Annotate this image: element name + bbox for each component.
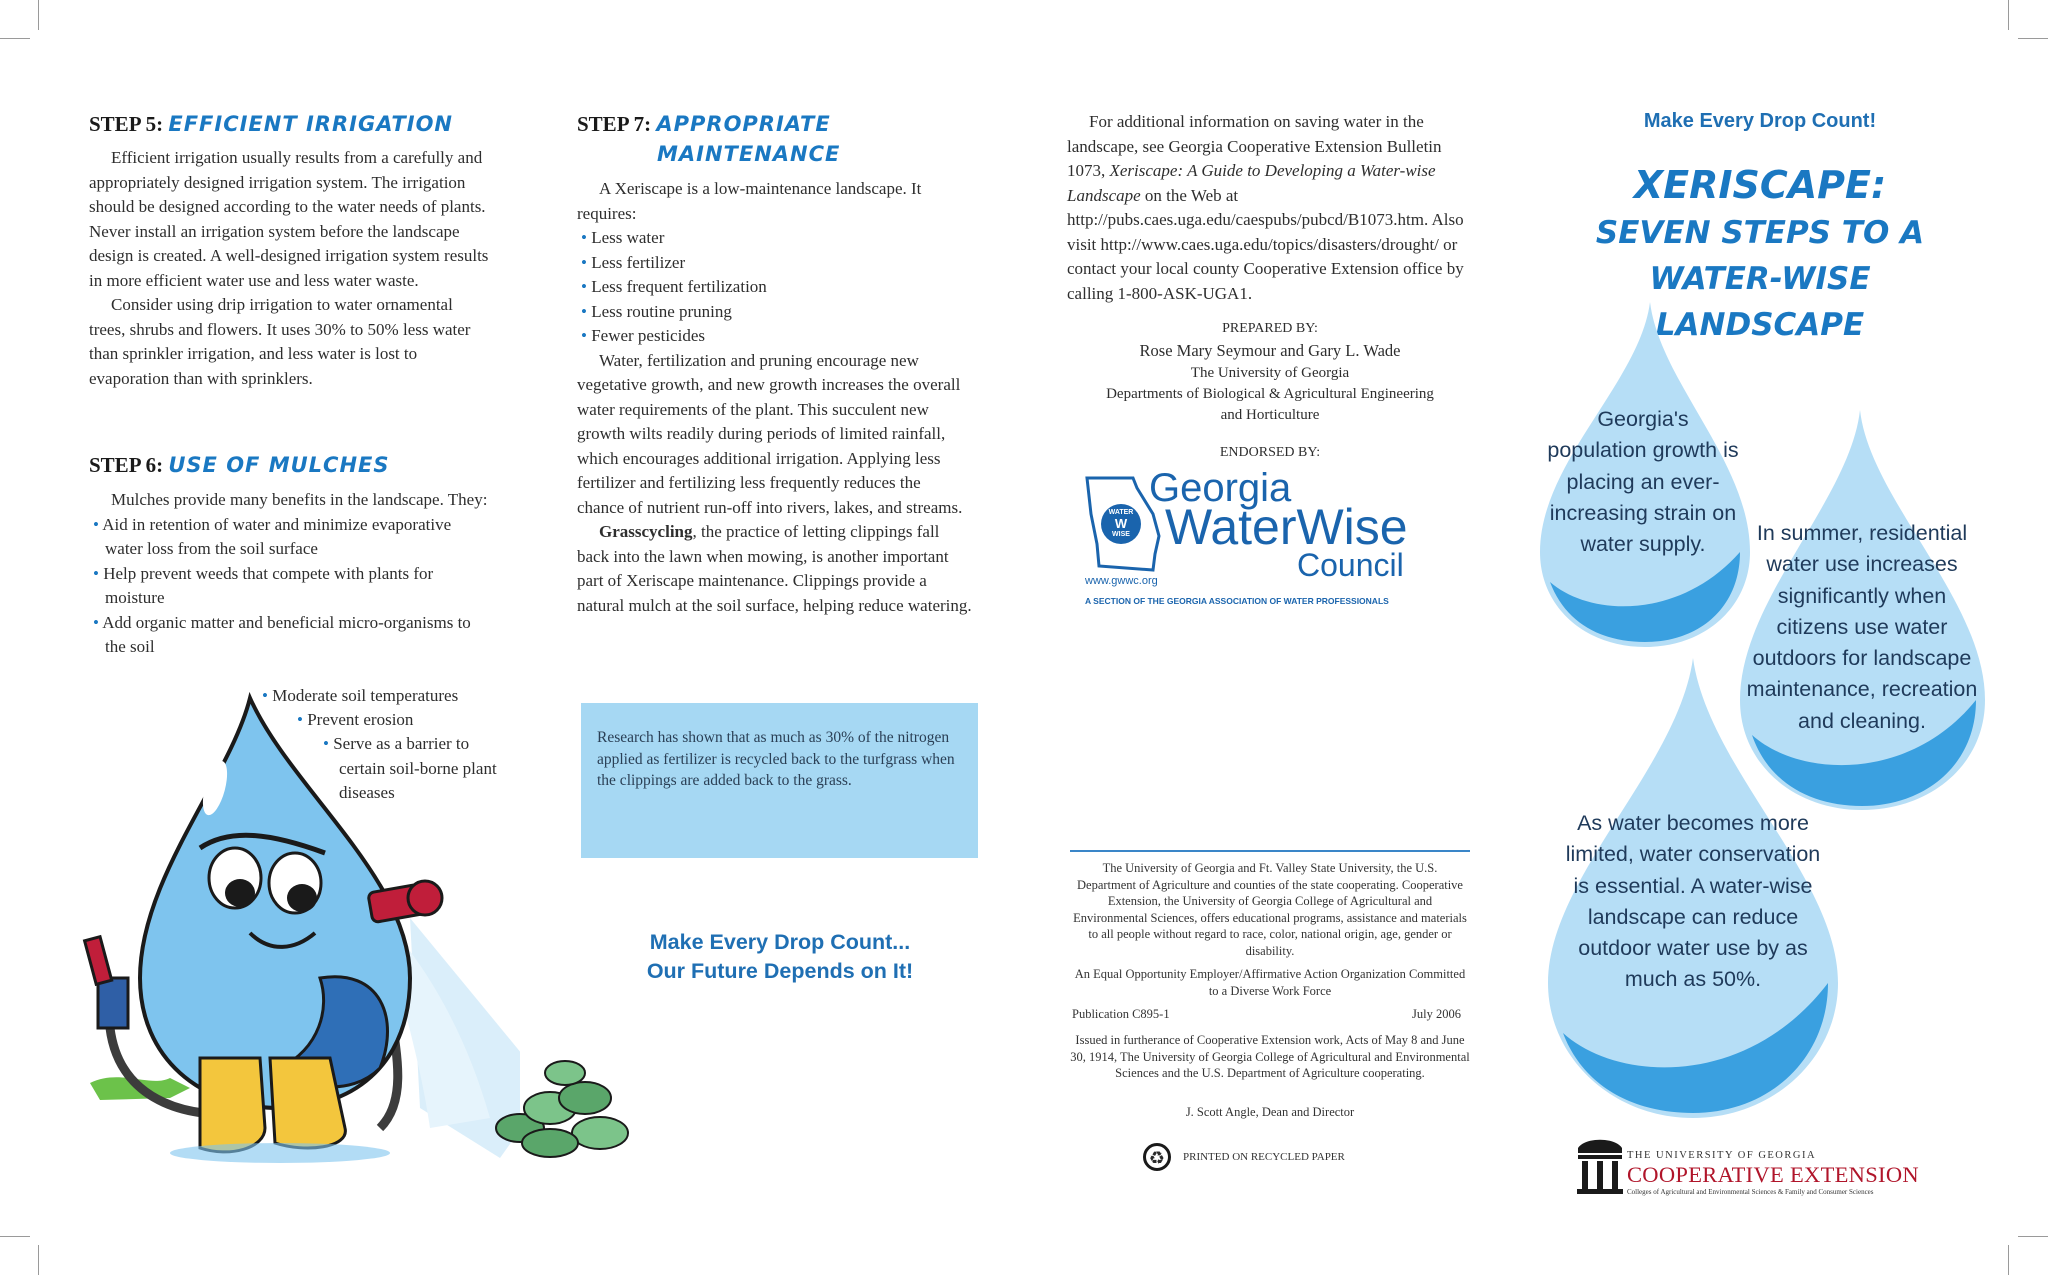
dean: J. Scott Angle, Dean and Director <box>1185 1105 1355 1119</box>
step5-title: EFFICIENT IRRIGATION <box>168 112 454 136</box>
crop-mark <box>2008 0 2009 30</box>
puddle <box>170 1143 390 1163</box>
endorsed-label: ENDORSED BY: <box>1219 445 1321 460</box>
logo-url: www.gwwc.org <box>1085 575 1158 587</box>
prepared-label: PREPARED BY: <box>1222 321 1318 336</box>
logo-waterwise: WaterWise <box>1165 499 1408 555</box>
list-item: • Serve as a barrier to certain soil-borne plant diseases <box>323 734 497 802</box>
drop-text: Georgia's population growth is placing an ever-increasing strain on water supply. <box>1547 407 1739 557</box>
list-item-text: Less fertilizer <box>591 252 686 272</box>
issued-statement: Issued in furtherance of Cooperative Extension work, Acts of May 8 and June 30, 1914, The University of Georgia College of Agricultural and Environmental Sciences and the U.S. Department of Agriculture cooperating. <box>1070 1033 1470 1080</box>
list-item-text: Aid in retention of water and minimize evaporative water loss from the soil surface <box>102 514 452 558</box>
uga-colleges: Colleges of Agricultural and Environmental Sciences & Family and Consumer Sciences <box>1627 1188 1874 1196</box>
step7-heading <box>657 142 840 167</box>
list-item: • Aid in retention of water and minimize evaporative water loss from the soil surface <box>93 514 452 558</box>
university: The University of Georgia <box>1190 365 1350 381</box>
grasscycling-text: , the practice of letting clippings fall back into the lawn when mowing, is another important part of Xeriscape maintenance. Clippings provide a natural mulch at the soil surface, helping reduce watering. <box>577 522 972 615</box>
boot-right <box>270 1058 345 1148</box>
water-wise-seal <box>1101 504 1141 544</box>
step6-bullet-list <box>89 513 489 660</box>
step5-body <box>89 146 489 391</box>
leaf <box>545 1061 585 1085</box>
list-item: • Prevent erosion <box>297 710 414 729</box>
step6-label: STEP 6: <box>89 453 164 477</box>
list-item: • Fewer pesticides <box>581 326 705 345</box>
divider <box>1070 850 1470 852</box>
additional-info <box>1067 110 1467 306</box>
leaf <box>572 1117 628 1149</box>
drop-text: As water becomes more limited, water conservation is essential. A water-wise landscape can reduce outdoor water use by as much as 50%. <box>1565 811 1821 992</box>
logo-tagline: A SECTION OF THE GEORGIA ASSOCIATION OF WATER PROFESSIONALS <box>1085 596 1389 606</box>
uga-extension-logo <box>1575 1132 1975 1202</box>
uga-extension-name: COOPERATIVE EXTENSION <box>1627 1162 1919 1187</box>
slogan-line: Our Future Depends on It! <box>646 959 914 983</box>
callout-text: Research has shown that as much as 30% of the nitrogen applied as fertilizer is recycled back to the turfgrass when the clippings are added back to the grass. <box>597 729 955 789</box>
nozzle-head <box>408 881 442 915</box>
publication-date: July 2006 <box>1412 1007 1461 1021</box>
list-item-text: Less water <box>591 228 665 247</box>
uga-university: THE UNIVERSITY OF GEORGIA <box>1627 1150 1817 1161</box>
leaf <box>559 1082 611 1114</box>
cover-title-line: WATER-WISE LANDSCAPE <box>1649 261 1871 343</box>
step6-title: USE OF MULCHES <box>168 453 390 477</box>
gwwc-logo <box>1083 466 1463 610</box>
crop-mark <box>2018 38 2048 39</box>
list-item: • Moderate soil temperatures <box>262 686 459 705</box>
mascot-illustration <box>80 688 520 1168</box>
seal-top: WATER <box>1108 509 1134 516</box>
list-item-text: Less routine pruning <box>591 301 732 321</box>
crop-mark <box>38 1245 39 1275</box>
seal-w-icon: W <box>1114 516 1128 531</box>
cover-tagline: Make Every Drop Count! <box>1643 110 1877 132</box>
plant-illustration <box>490 1048 640 1163</box>
crop-mark <box>2018 1236 2048 1237</box>
cover-title-line: XERISCAPE: <box>1633 163 1887 207</box>
list-item-text: Add organic matter and beneficial micro-organisms to the soil <box>102 612 471 656</box>
list-item-text: Prevent erosion <box>307 710 414 729</box>
spigot-handle <box>85 937 112 985</box>
departments: and Horticulture <box>1220 407 1320 423</box>
logo-georgia: Georgia <box>1149 466 1292 510</box>
departments: Departments of Biological & Agricultural Engineering <box>1106 386 1434 402</box>
logo-council: Council <box>1297 547 1404 583</box>
step7-body <box>577 177 972 618</box>
step5-paragraph: Consider using drip irrigation to water ornamental trees, shrubs and flowers. It uses 30% to 50% less water than sprinkler irrigation, and less water is lost to evaporation than with sprinklers. <box>89 295 471 388</box>
spigot-pipe <box>98 978 128 1028</box>
crop-mark <box>2008 1245 2009 1275</box>
cover-title-line: SEVEN STEPS TO A <box>1595 215 1925 251</box>
step7-label: STEP 7: <box>577 112 652 136</box>
info-text: For additional information on saving water in the landscape, see Georgia Cooperative Extension Bulletin 1073, <box>1067 112 1442 180</box>
pupil <box>287 884 317 912</box>
publication-number: Publication C895-1 <box>1072 1007 1170 1021</box>
step5-heading <box>89 112 453 137</box>
step7-intro: A Xeriscape is a low-maintenance landscape. It requires: <box>577 179 922 223</box>
list-item: • Less routine pruning <box>581 301 732 321</box>
step6-body <box>89 488 489 660</box>
step7-heading <box>577 112 831 137</box>
recycled-notice <box>1143 1142 1345 1172</box>
list-item-text: Help prevent weeds that compete with plants for moisture <box>103 563 434 607</box>
list-item: • Less frequent fertilization <box>581 277 767 296</box>
leaf <box>522 1129 578 1157</box>
list-item-text: Less frequent fertilization <box>591 277 767 296</box>
step5-paragraph: Efficient irrigation usually results from a carefully and appropriately designed irrigation system. The irrigation should be designed according to the water needs of plants. Never install an irrigation system before the landscape design is created. A well-designed irrigation system results in more efficient water use and less water waste. <box>89 148 489 290</box>
crop-mark <box>0 1236 30 1237</box>
grasscycling-term: Grasscycling <box>599 522 693 541</box>
seal-bottom: WISE <box>1112 531 1130 538</box>
step6-heading <box>89 453 390 478</box>
step7-title: MAINTENANCE <box>657 142 841 166</box>
slogan <box>590 928 970 986</box>
info-text: on the Web at http://pubs.caes.uga.edu/caespubs/pubcd/B1073.htm. Also visit http://www.caes.uga.edu/topics/disasters/drought/ or contact your local county Cooperative Extension office by calling 1-800-ASK-UGA1. <box>1067 185 1464 303</box>
step7-paragraph: Water, fertilization and pruning encourage new vegetative growth, and new growth increases the overall water requirements of the plant. This succulent new growth wilts readily during periods of limited rainfall, which encourages additional irrigation. Applying less fertilizer and fertilizing less frequently reduces the chance of nutrient run-off into rivers, lakes, and streams. <box>577 350 963 517</box>
list-item-text: Moderate soil temperatures <box>272 686 459 705</box>
pupil <box>225 879 255 907</box>
step6-intro: Mulches provide many benefits in the landscape. They: <box>111 490 488 509</box>
research-callout <box>581 703 978 858</box>
step7-title: APPROPRIATE <box>656 112 831 136</box>
recycle-icon: ♻ <box>1143 1143 1171 1171</box>
drop-text: In summer, residential water use increases significantly when citizens use water outdoors for landscape maintenance, recreation and cleaning. <box>1746 521 1978 733</box>
list-item: • Less water <box>581 228 665 247</box>
slogan-line: Make Every Drop Count... <box>649 930 911 954</box>
arch-icon <box>1575 1134 1625 1194</box>
bulletin-title: Xeriscape: A Guide to Developing a Water-wise Landscape <box>1067 161 1436 205</box>
credits <box>1060 318 1480 463</box>
authors: Rose Mary Seymour and Gary L. Wade <box>1139 341 1401 360</box>
crop-mark <box>38 0 39 30</box>
list-item-text: Serve as a barrier to certain soil-borne plant diseases <box>333 734 497 802</box>
list-item: • Help prevent weeds that compete with plants for moisture <box>93 563 434 607</box>
list-item: • Less fertilizer <box>581 252 686 272</box>
step7-bullet-list <box>577 226 972 349</box>
recycled-text: PRINTED ON RECYCLED PAPER <box>1183 1150 1345 1163</box>
crop-mark <box>0 38 30 39</box>
list-item: • Add organic matter and beneficial micro-organisms to the soil <box>93 612 471 656</box>
eeo-statement: An Equal Opportunity Employer/Affirmative Action Organization Committed to a Diverse Work Force <box>1074 967 1466 998</box>
additional-info-text <box>1067 110 1467 306</box>
step5-label: STEP 5: <box>89 112 164 136</box>
step7-paragraph <box>577 520 972 618</box>
disclaimer: The University of Georgia and Ft. Valley State University, the U.S. Department of Agriculture and counties of the state cooperating. Cooperative Extension, the University of Georgia College of Agricultural and Environmental Sciences, offers educational programs, assistance and materials to all people without regard to race, color, national origin, age, gender or disability. <box>1073 861 1467 958</box>
list-item-text: Fewer pesticides <box>591 326 705 345</box>
boot-left <box>200 1058 265 1152</box>
